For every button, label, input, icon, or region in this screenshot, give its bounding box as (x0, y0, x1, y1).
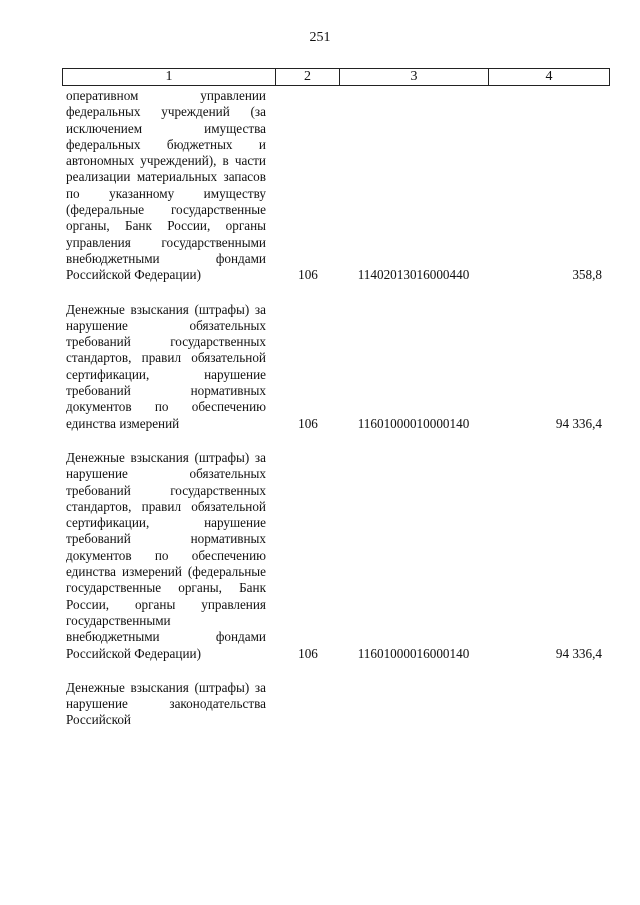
row-kbk: 11601000016000140 (357, 645, 470, 661)
table-row (0, 88, 640, 284)
row-amount: 358,8 (572, 267, 602, 283)
header-col-2: 2 (276, 69, 340, 85)
table-row (0, 680, 640, 729)
row-description: Денежные взыскания (штрафы) за нарушение законодательства Российской (66, 679, 266, 728)
table-row (0, 450, 640, 662)
header-col-3: 3 (340, 69, 489, 85)
row-amount: 94 336,4 (555, 645, 602, 661)
header-col-4: 4 (545, 69, 553, 84)
row-gap (0, 662, 640, 680)
table-row (0, 302, 640, 432)
row-description: Денежные взыскания (штрафы) за нарушение обязательных требований государственных стандартов, правил обязательной сертификации, нарушение требований нормативных документов по обеспечению единства измерений (66, 301, 266, 431)
row-admin-code: 106 (298, 267, 318, 283)
row-amount: 94 336,4 (555, 415, 602, 431)
row-kbk: 11601000010000140 (357, 415, 470, 431)
row-description: оперативном управлении федеральных учреждений (за исключением имущества федеральных бюджетных и автономных учреждений), в части реализации материальных запасов по указанному имуществу (федеральные государственные органы, Банк России, органы управления государственными внебюджетными фондами Российской Федерации) (66, 88, 266, 283)
page-number: 251 (309, 30, 331, 45)
table-header (62, 68, 610, 86)
row-gap (0, 432, 640, 450)
row-gap (0, 284, 640, 302)
row-admin-code: 106 (298, 645, 318, 661)
header-col-1: 1 (63, 69, 276, 85)
row-description: Денежные взыскания (штрафы) за нарушение обязательных требований государственных стандартов, правил обязательной сертификации, нарушение требований нормативных документов по обеспечению единства измерений (федеральные государственные органы, Банк России, органы управления государственными внебюджетными фондами Российской Федерации) (66, 449, 266, 661)
row-kbk: 11402013016000440 (357, 267, 470, 283)
row-admin-code: 106 (298, 415, 318, 431)
table-body (0, 88, 640, 729)
